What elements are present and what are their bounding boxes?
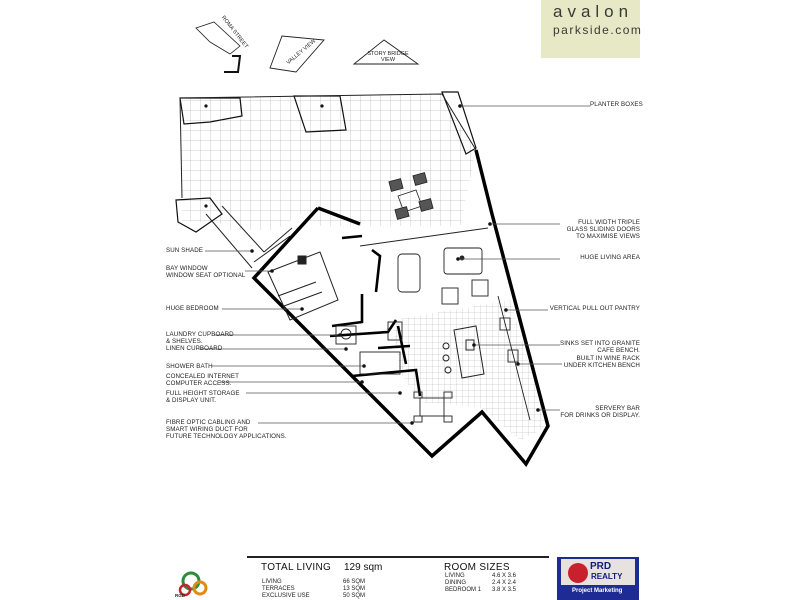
- summary-row-value: 66 SQM: [343, 579, 366, 585]
- room-size-label: DINING: [445, 580, 466, 586]
- roma-street-label: ROMA STREET: [219, 14, 249, 50]
- internet-label-2: COMPUTER ACCESS.: [166, 380, 232, 387]
- prd-sub: REALTY: [591, 572, 623, 581]
- bay-window-label-2: WINDOW SEAT OPTIONAL: [166, 272, 246, 279]
- shower-label: SHOWER BATH: [166, 363, 213, 370]
- interior-walls: [330, 236, 420, 396]
- brand-url: parkside.com: [553, 23, 643, 37]
- rgd-logo: [173, 563, 211, 600]
- servery-label-2: FOR DRINKS OR DISPLAY.: [560, 412, 640, 419]
- storage-label-1: FULL HEIGHT STORAGE: [166, 390, 240, 397]
- planter-boxes-label: PLANTER BOXES: [590, 101, 643, 108]
- sun-shade-label: SUN SHADE: [166, 247, 204, 254]
- summary-row-value: 13 SQM: [343, 586, 366, 592]
- valley-view-label: VALLEY VIEW: [285, 38, 318, 67]
- globe-icon: [568, 563, 588, 583]
- bay-window-label-1: BAY WINDOW: [166, 265, 208, 272]
- sinks-label-2: CAFE BENCH.: [597, 347, 640, 354]
- rgd-logo-text: RGD: [175, 593, 185, 598]
- fibre-label-1: FIBRE OPTIC CABLING AND: [166, 419, 251, 426]
- bedroom-label: HUGE BEDROOM: [166, 305, 219, 312]
- room-size-value: 2.4 X 2.4: [492, 580, 517, 586]
- room-size-label: LIVING: [445, 573, 465, 579]
- summary-divider: [247, 556, 549, 558]
- brand-name: avalon: [553, 2, 634, 21]
- prd-name: PRD: [590, 561, 612, 572]
- storage-label-2: & DISPLAY UNIT.: [166, 397, 217, 404]
- sliding-doors-label-1: FULL WIDTH TRIPLE: [578, 219, 640, 226]
- linen-label: LINEN CUPBOARD: [166, 345, 223, 352]
- summary-row-label: TERRACES: [262, 586, 295, 592]
- fibre-label-2: SMART WIRING DUCT FOR: [166, 426, 248, 433]
- internet-label-1: CONCEALED INTERNET: [166, 373, 239, 380]
- prd-tagline: Project Marketing: [572, 588, 623, 594]
- prd-logo-panel: [561, 559, 635, 585]
- total-living-label: TOTAL LIVING: [261, 562, 332, 573]
- summary-row-label: EXCLUSIVE USE: [262, 593, 310, 599]
- room-size-value: 3.8 X 3.5: [492, 587, 517, 593]
- laundry-label-2: & SHELVES.: [166, 338, 203, 345]
- summary-row-label: LIVING: [262, 579, 282, 585]
- room-size-label: BEDROOM 1: [445, 587, 482, 593]
- room-sizes-title: ROOM SIZES: [444, 562, 510, 573]
- wine-rack-label-1: BUILT IN WINE RACK: [576, 355, 640, 362]
- wine-rack-label-2: UNDER KITCHEN BENCH: [563, 362, 640, 369]
- summary-row-value: 50 SQM: [343, 593, 366, 599]
- servery-label-1: SERVERY BAR: [595, 405, 640, 412]
- fibre-label-3: FUTURE TECHNOLOGY APPLICATIONS.: [166, 433, 287, 440]
- sliding-doors-label-3: TO MAXIMISE VIEWS: [576, 233, 640, 240]
- total-living-value: 129 sqm: [344, 562, 383, 573]
- living-furniture: [398, 248, 488, 304]
- room-size-value: 4.6 X 3.6: [492, 573, 517, 579]
- sinks-label-1: SINKS SET INTO GRANITE: [559, 340, 640, 347]
- laundry-label-1: LAUNDRY CUPBOARD: [166, 331, 234, 338]
- sliding-doors-line: [360, 228, 488, 246]
- story-bridge-label: STORY BRIDGE VIEW: [367, 51, 409, 63]
- sliding-doors-label-2: GLASS SLIDING DOORS: [566, 226, 640, 233]
- prd-realty-logo: [557, 557, 639, 600]
- living-area-label: HUGE LIVING AREA: [580, 254, 640, 261]
- pantry-label: VERTICAL PULL OUT PANTRY: [549, 305, 640, 312]
